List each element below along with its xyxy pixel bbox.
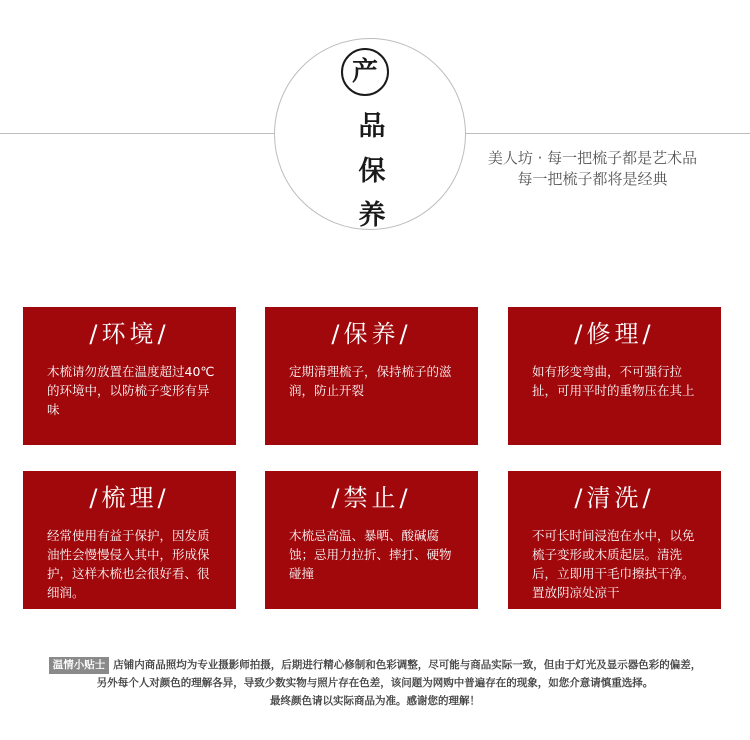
card-text: 不可长时间浸泡在水中，以免梳子变形或木质起层。清洗后，立即用干毛巾擦拭干净。置放阴凉处凉干	[532, 528, 695, 600]
card-combing	[23, 471, 236, 609]
card-title: /禁止/	[331, 484, 412, 512]
tip-line-1	[0, 656, 750, 674]
card-text: 木梳忌高温、暴晒、酸碱腐蚀；忌用力拉折、摔打、硬物碰撞	[289, 528, 452, 581]
slogan-line-1: 美人坊 · 每一把梳子都是艺术品	[487, 149, 698, 167]
card-maintenance	[265, 307, 478, 445]
card-text: 经常使用有益于保护，因发质油性会慢慢侵入其中，形成保护，这样木梳也会很好看、很细润。	[47, 528, 210, 600]
card-title: /保养/	[331, 320, 412, 348]
tip-badge: 温情小贴士	[49, 657, 110, 674]
card-prohibited	[265, 471, 478, 609]
card-text: 如有形变弯曲，不可强行拉扯，可用平时的重物压在其上	[532, 364, 695, 398]
card-repair	[508, 307, 721, 445]
slogan-line-2: 每一把梳子都将是经典	[517, 170, 668, 188]
title-seal-char: 产	[341, 48, 389, 96]
title-char-bao: 保	[358, 156, 386, 187]
tip-line-1-text: 店铺内商品照均为专业摄影师拍摄，后期进行精心修制和色彩调整，尽可能与商品实际一致，但由于灯光及显示器色彩的偏差，	[113, 659, 702, 671]
tip-notice	[0, 656, 750, 710]
card-title: /环境/	[89, 320, 170, 348]
card-text: 木梳请勿放置在温度超过40℃的环境中，以防梳子变形有异味	[47, 364, 215, 417]
tip-line-2: 另外每个人对颜色的理解各异，导致少数实物与照片存在色差，该问题为网购中普遍存在的现象，如您介意请慎重选择。	[96, 677, 654, 689]
title-char-yang: 养	[358, 200, 386, 231]
title-char-pin: 品	[358, 111, 386, 142]
card-cleaning	[508, 471, 721, 609]
card-title: /修理/	[574, 320, 655, 348]
card-environment	[23, 307, 236, 445]
card-title: /清洗/	[574, 484, 655, 512]
card-title: /梳理/	[89, 484, 170, 512]
tip-line-3: 最终颜色请以实际商品为准。感谢您的理解！	[270, 695, 480, 707]
card-text: 定期清理梳子，保持梳子的滋润，防止开裂	[289, 364, 452, 398]
